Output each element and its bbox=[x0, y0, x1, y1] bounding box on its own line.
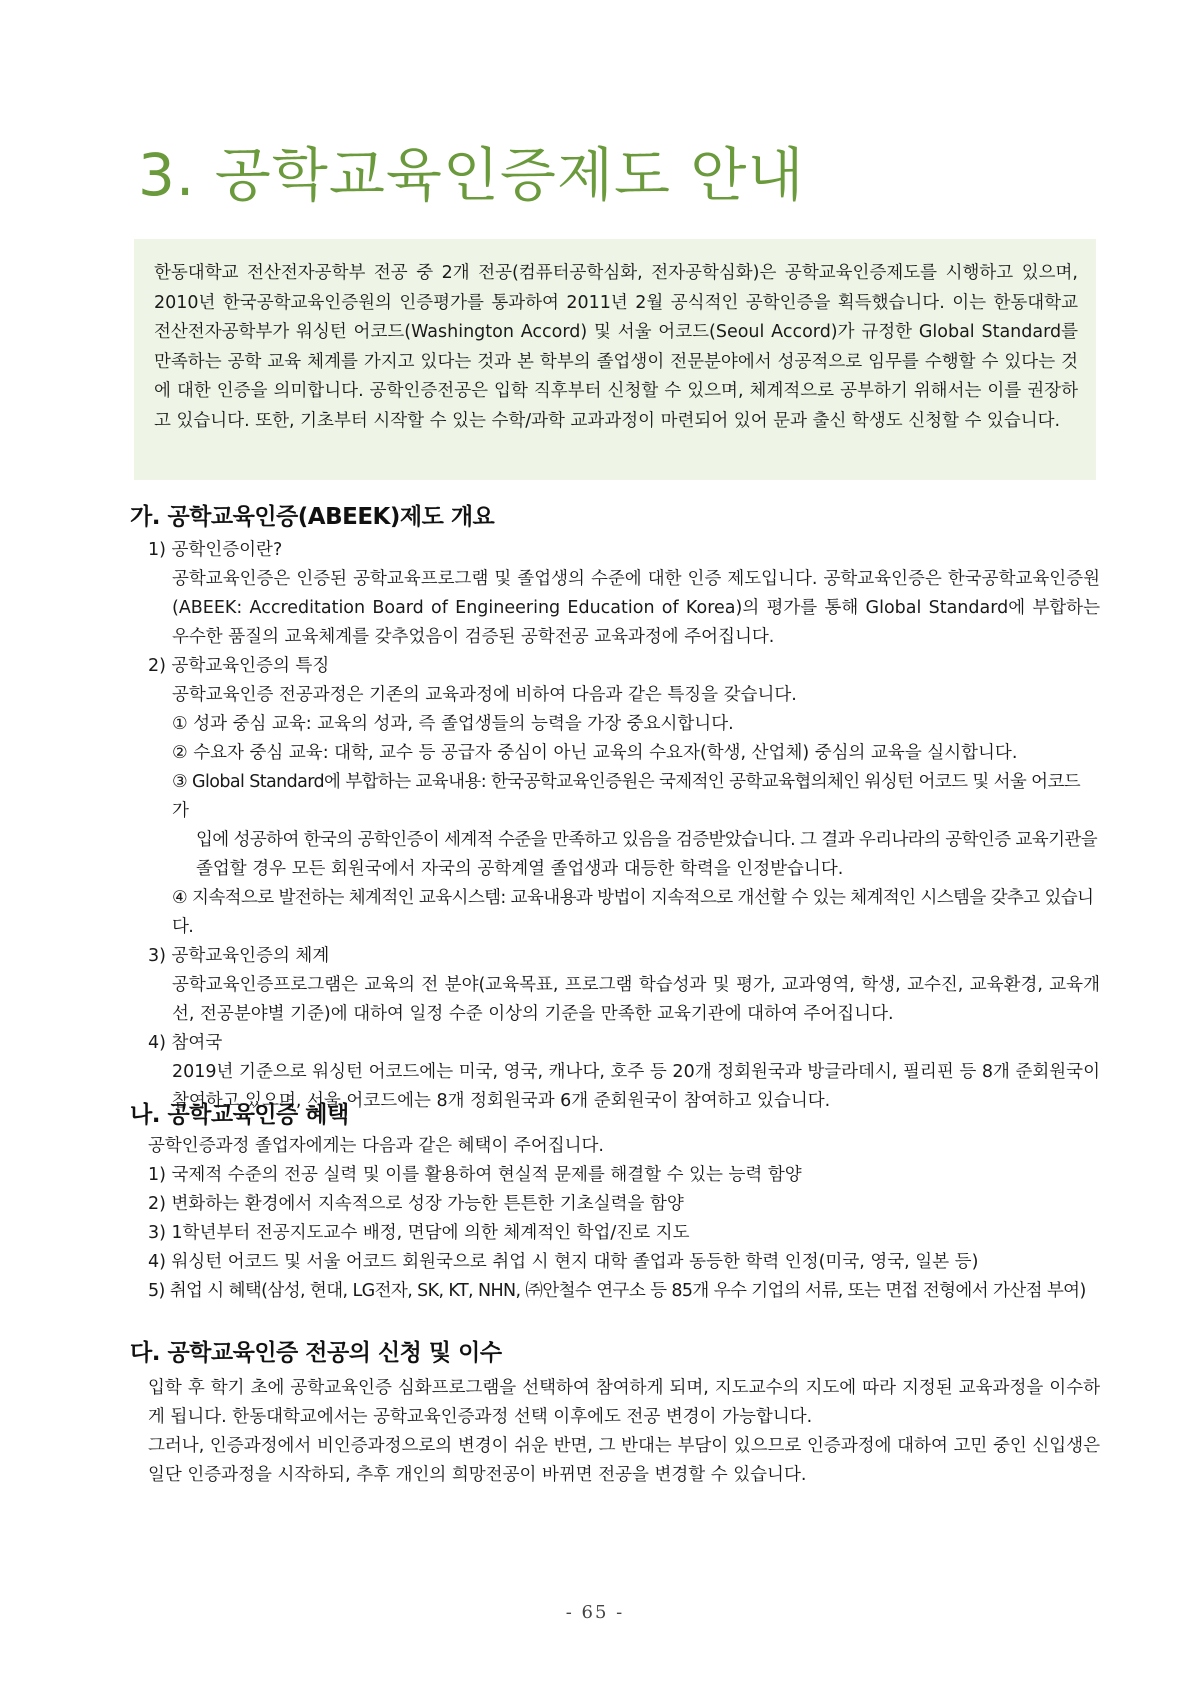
benefit-item: 4) 워싱턴 어코드 및 서울 어코드 회원국으로 취업 시 현지 대학 졸업과 동등한 학력 인정(미국, 영국, 일본 등) bbox=[148, 1252, 979, 1272]
item2-feature-1: ① 성과 중심 교육: 교육의 성과, 즉 졸업생들의 능력을 가장 중요시합니다. bbox=[172, 714, 734, 734]
item2-title: 2) 공학교육인증의 특징 bbox=[148, 656, 330, 676]
intro-paragraph: 한동대학교 전산전자공학부 전공 중 2개 전공(컴퓨터공학심화, 전자공학심화)은 공학교육인증제도를 시행하고 있으며, 2010년 한국공학교육인증원의 인증평가를 통과하여 2011년 2월 공식적인 공학인증을 획득했습니다. 이는 한동대학교 전산전자공학부가 워싱턴 어코드(Washington Accord) 및 서울 어코드(Seoul Accord)가 규정한 Global Standard를 만족하는 공학 교육 체계를 가지고 있다는 것과 본 학부의 졸업생이 전문분야에서 성공적으로 임무를 수행할 수 있다는 것에 대한 인증을 의미합니다. 공학인증전공은 입학 직후부터 신청할 수 있으며, 체계적으로 공부하기 위해서는 이를 권장하고 있습니다. 또한, 기초부터 시작할 수 있는 수학/과학 교과과정이 마련되어 있어 문과 출신 학생도 신청할 수 있습니다. bbox=[154, 263, 1078, 431]
item4-body: 2019년 기준으로 워싱턴 어코드에는 미국, 영국, 캐나다, 호주 등 20개 정회원국과 방글라데시, 필리핀 등 8개 준회원국이 참여하고 있으며, 서울 어코드에는 8개 정회원국과 6개 준회원국이 참여하고 있습니다. bbox=[172, 1062, 1100, 1111]
section-na-body bbox=[148, 1132, 1100, 1306]
item1-title: 1) 공학인증이란? bbox=[148, 540, 283, 560]
item4-title: 4) 참여국 bbox=[148, 1033, 223, 1053]
benefit-item: 5) 취업 시 혜택(삼성, 현대, LG전자, SK, KT, NHN, ㈜안철수 연구소 등 85개 우수 기업의 서류, 또는 면접 전형에서 가산점 부여) bbox=[148, 1281, 1086, 1301]
page-number: - 65 - bbox=[565, 1602, 625, 1623]
section-da-heading: 다. 공학교육인증 전공의 신청 및 이수 bbox=[130, 1340, 502, 1366]
item2-feature-4: ④ 지속적으로 발전하는 체계적인 교육시스템: 교육내용과 방법이 지속적으로 개선할 수 있는 체계적인 시스템을 갖추고 있습니다. bbox=[172, 888, 1094, 937]
item2-intro: 공학교육인증 전공과정은 기존의 교육과정에 비하여 다음과 같은 특징을 갖습니다. bbox=[172, 685, 797, 705]
item1-body: 공학교육인증은 인증된 공학교육프로그램 및 졸업생의 수준에 대한 인증 제도입니다. 공학교육인증은 한국공학교육인증원(ABEEK: Accreditation Board of Engineering Education of Korea)의 평가를 통해 Global Standard에 부합하는 우수한 품질의 교육체계를 갖추었음이 검증된 공학전공 교육과정에 주어집니다. bbox=[172, 569, 1100, 647]
item2-feature-2: ② 수요자 중심 교육: 대학, 교수 등 공급자 중심이 아닌 교육의 수요자(학생, 산업체) 중심의 교육을 실시합니다. bbox=[172, 743, 1018, 763]
intro-box bbox=[134, 239, 1096, 480]
benefit-item: 3) 1학년부터 전공지도교수 배정, 면담에 의한 체계적인 학업/진로 지도 bbox=[148, 1223, 690, 1243]
benefit-item: 2) 변화하는 환경에서 지속적으로 성장 가능한 튼튼한 기초실력을 함양 bbox=[148, 1194, 684, 1214]
section-ga-heading: 가. 공학교육인증(ABEEK)제도 개요 bbox=[130, 504, 495, 530]
benefit-item: 1) 국제적 수준의 전공 실력 및 이를 활용하여 현실적 문제를 해결할 수 있는 능력 함양 bbox=[148, 1165, 802, 1185]
application-paragraph-1: 입학 후 학기 초에 공학교육인증 심화프로그램을 선택하여 참여하게 되며, 지도교수의 지도에 따라 지정된 교육과정을 이수하게 됩니다. 한동대학교에서는 공학교육인증과정 선택 이후에도 전공 변경이 가능합니다. bbox=[148, 1378, 1100, 1427]
item3-body: 공학교육인증프로그램은 교육의 전 분야(교육목표, 프로그램 학습성과 및 평가, 교과영역, 학생, 교수진, 교육환경, 교육개선, 전공분야별 기준)에 대하여 일정 수준 이상의 기준을 만족한 교육기관에 대하여 주어집니다. bbox=[172, 975, 1100, 1024]
application-paragraph-2: 그러나, 인증과정에서 비인증과정으로의 변경이 쉬운 반면, 그 반대는 부담이 있으므로 인증과정에 대하여 고민 중인 신입생은 일단 인증과정을 시작하되, 추후 개인의 희망전공이 바뀌면 전공을 변경할 수 있습니다. bbox=[148, 1436, 1100, 1485]
item3-title: 3) 공학교육인증의 체계 bbox=[148, 946, 330, 966]
item2-feature-3-cont-1: 입에 성공하여 한국의 공학인증이 세계적 수준을 만족하고 있음을 검증받았습니다. 그 결과 우리나라의 공학인증 교육기관을 bbox=[196, 830, 1098, 850]
benefits-intro: 공학인증과정 졸업자에게는 다음과 같은 혜택이 주어집니다. bbox=[148, 1136, 604, 1156]
item2-feature-3-cont-2: 졸업할 경우 모든 회원국에서 자국의 공학계열 졸업생과 대등한 학력을 인정받습니다. bbox=[196, 859, 844, 879]
section-da-body bbox=[148, 1374, 1100, 1490]
page-title: 3. 공학교육인증제도 안내 bbox=[138, 141, 805, 209]
item2-feature-3: ③ Global Standard에 부합하는 교육내용: 한국공학교육인증원은 국제적인 공학교육협의체인 워싱턴 어코드 및 서울 어코드 가 bbox=[172, 772, 1081, 821]
section-ga-body bbox=[148, 536, 1100, 1116]
section-na-heading: 나. 공학교육인증 혜택 bbox=[130, 1102, 349, 1128]
